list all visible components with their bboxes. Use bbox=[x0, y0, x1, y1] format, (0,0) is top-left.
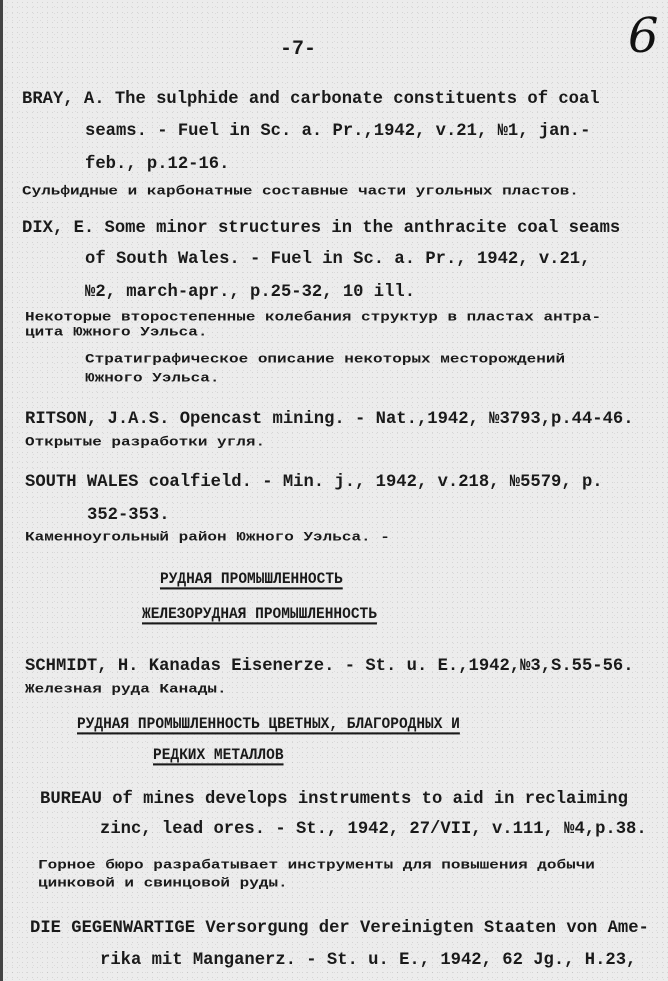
entry-die-gegenwartige-line2: rika mit Manganerz. - St. u. E., 1942, 62 Jg., H.23, bbox=[100, 951, 637, 970]
entry-dix-translation2: цита Южного Уэльса. bbox=[25, 324, 208, 340]
handwritten-page-number: 6 bbox=[628, 8, 659, 64]
section-heading-iron-ore-industry: ЖЕЛЕЗОРУДНАЯ ПРОМЫШЛЕННОСТЬ bbox=[142, 606, 377, 624]
entry-dix-line2: of South Wales. - Fuel in Sc. a. Pr., 1942, v.21, bbox=[85, 250, 591, 269]
entry-bray-translation: Сульфидные и карбонатные составные части угольных пластов. bbox=[22, 183, 579, 199]
entry-south-wales-line1: SOUTH WALES coalfield. - Min. j., 1942, v.218, №5579, p. bbox=[25, 473, 603, 492]
entry-ritson-translation: Открытые разработки угля. bbox=[25, 434, 266, 450]
scan-left-edge bbox=[0, 0, 3, 981]
entry-south-wales-translation: Каменноугольный район Южного Уэльса. - bbox=[25, 529, 390, 545]
entry-dix-translation3: Стратиграфическое описание некоторых месторождений bbox=[85, 351, 566, 367]
entry-die-gegenwartige-line1: DIE GEGENWARTIGE Versorgung der Vereinigten Staaten von Ame- bbox=[30, 919, 649, 938]
entry-south-wales-line2: 352-353. bbox=[87, 506, 170, 525]
entry-bureau-line2: zinc, lead ores. - St., 1942, 27/VII, v.111, №4,p.38. bbox=[100, 820, 647, 839]
entry-bureau-line1: BUREAU of mines develops instruments to aid in reclaiming bbox=[40, 790, 628, 809]
entry-bray-line3: feb., p.12-16. bbox=[85, 155, 230, 174]
entry-dix-line1: DIX, E. Some minor structures in the anthracite coal seams bbox=[22, 219, 621, 238]
section-heading-nonferrous-line1: РУДНАЯ ПРОМЫШЛЕННОСТЬ ЦВЕТНЫХ, БЛАГОРОДНЫХ И bbox=[77, 716, 460, 734]
entry-ritson: RITSON, J.A.S. Opencast mining. - Nat.,1942, №3793,p.44-46. bbox=[25, 410, 634, 429]
page-number: -7- bbox=[280, 38, 317, 61]
entry-bray-line1: BRAY, A. The sulphide and carbonate constituents of coal bbox=[22, 90, 600, 109]
entry-dix-translation1: Некоторые второстепенные колебания структур в пластах антра- bbox=[25, 309, 602, 325]
entry-bureau-translation1: Горное бюро разрабатывает инструменты для повышения добычи bbox=[38, 857, 595, 873]
entry-dix-translation4: Южного Уэльса. bbox=[85, 370, 220, 386]
section-heading-nonferrous-line2: РЕДКИХ МЕТАЛЛОВ bbox=[153, 747, 284, 765]
entry-schmidt-translation: Железная руда Канады. bbox=[25, 681, 227, 697]
entry-dix-line3: №2, march-apr., p.25-32, 10 ill. bbox=[85, 283, 416, 302]
section-heading-ore-industry: РУДНАЯ ПРОМЫШЛЕННОСТЬ bbox=[160, 571, 343, 589]
entry-bray-line2: seams. - Fuel in Sc. a. Pr.,1942, v.21, №1, jan.- bbox=[85, 122, 591, 141]
entry-schmidt: SCHMIDT, H. Kanadas Eisenerze. - St. u. E.,1942,№3,S.55-56. bbox=[25, 657, 634, 676]
entry-bureau-translation2: цинковой и свинцовой руды. bbox=[38, 875, 288, 891]
